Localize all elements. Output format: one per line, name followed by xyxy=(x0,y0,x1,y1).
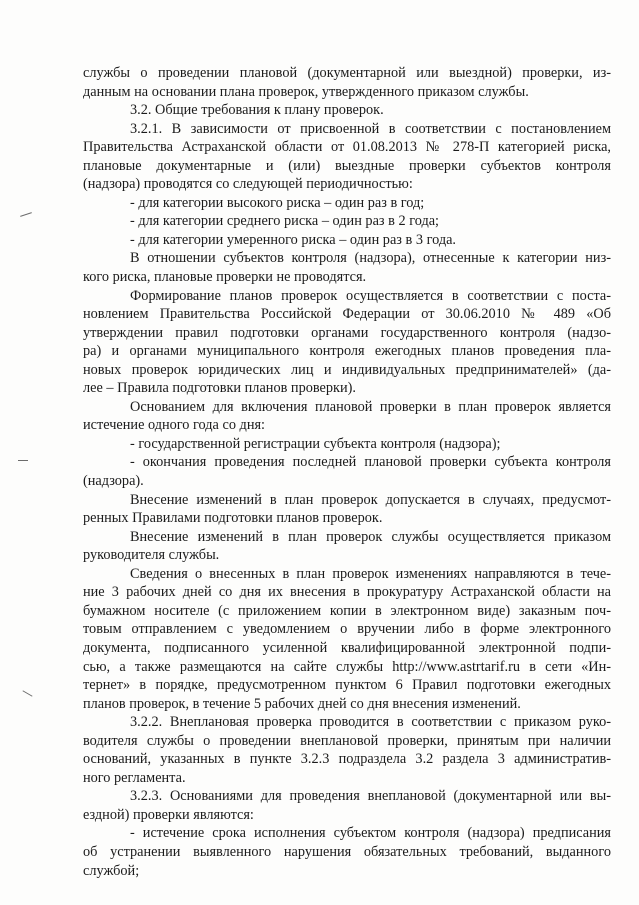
text-line: ездной) проверки являются: xyxy=(83,806,254,823)
margin-mark xyxy=(20,212,32,217)
text-line: водителя службы о проведении внеплановой проверки, принятым при наличии xyxy=(83,732,611,749)
text-line: ра) и органами муниципального контроля ежегодных планов проведения пла- xyxy=(83,343,611,360)
text-line: плановые документарные и (или) выездные проверки субъектов контроля xyxy=(83,157,611,174)
text-line: бумажном носителе (с приложением копии в электронном виде) заказным поч- xyxy=(83,602,611,619)
margin-mark xyxy=(22,690,32,696)
text-line: 3.2.1. В зависимости от присвоенной в соответствии с постановлением xyxy=(130,120,611,137)
text-line: - для категории среднего риска – один раз в 2 года; xyxy=(130,213,440,230)
margin-mark xyxy=(18,460,28,461)
text-line: службой; xyxy=(83,862,140,879)
text-line: сью, а также размещаются на сайте службы http://www.astrtarif.ru в сети «Ин- xyxy=(83,658,611,675)
text-line: товым отправлением с уведомлением о вручении либо в форме электронного xyxy=(83,621,611,638)
text-line: 3.2. Общие требования к плану проверок. xyxy=(130,102,384,119)
text-line: - для категории умеренного риска – один раз в 3 года. xyxy=(130,231,457,248)
text-line: Внесение изменений в план проверок службы осуществляется приказом xyxy=(130,528,611,545)
text-line: - государственной регистрации субъекта контроля (надзора); xyxy=(130,435,501,452)
text-line: ние 3 рабочих дней со дня их внесения в прокуратуру Астраханской области на xyxy=(83,584,611,601)
text-line: новлением Правительства Российской Федерации от 30.06.2010 № 489 «Об xyxy=(83,306,611,323)
text-line: утверждении правил подготовки органами государственного контроля (надзо- xyxy=(83,324,611,341)
text-line: Внесение изменений в план проверок допускается в случаях, предусмот- xyxy=(130,491,611,508)
text-line: новых проверок юридических лиц и индивидуальных предпринимателей» (да- xyxy=(83,361,611,378)
text-line: (надзора) проводятся со следующей периодичностью: xyxy=(83,176,413,193)
text-line: об устранении выявленного нарушения обязательных требований, выданного xyxy=(83,843,611,860)
text-line: - истечение срока исполнения субъектом контроля (надзора) предписания xyxy=(130,825,611,842)
text-line: лее – Правила подготовки планов проверки). xyxy=(83,380,356,397)
document-body xyxy=(83,64,611,880)
text-line: кого риска, плановые проверки не проводятся. xyxy=(83,269,367,286)
text-line: 3.2.3. Основаниями для проведения внеплановой (документарной или вы- xyxy=(130,788,611,805)
text-line: Сведения о внесенных в план проверок изменениях направляются в тече- xyxy=(130,565,611,582)
text-line: Формирование планов проверок осуществляется в соответствии с поста- xyxy=(130,287,611,304)
text-line: Правительства Астраханской области от 01.08.2013 № 278-П категорией риска, xyxy=(83,139,611,156)
text-line: документа, подписанного усиленной квалифицированной электронной подпи- xyxy=(83,639,611,656)
text-line: истечение одного года со дня: xyxy=(83,417,266,434)
text-line: - окончания проведения последней плановой проверки субъекта контроля xyxy=(130,454,611,471)
text-line: данным на основании плана проверок, утвержденного приказом службы. xyxy=(83,83,529,100)
text-line: руководителя службы. xyxy=(83,547,220,564)
text-line: 3.2.2. Внеплановая проверка проводится в соответствии с приказом руко- xyxy=(130,714,611,731)
text-line: планов проверок, в течение 5 рабочих дней со дня внесения изменений. xyxy=(83,695,521,712)
text-line: тернет» в порядке, предусмотренном пунктом 6 Правил подготовки ежегодных xyxy=(83,677,611,694)
text-line: ренных Правилами подготовки планов проверок. xyxy=(83,510,383,527)
text-line: ного регламента. xyxy=(83,769,186,786)
text-line: Основанием для включения плановой проверки в план проверок является xyxy=(130,398,611,415)
text-line: В отношении субъектов контроля (надзора), отнесенные к категории низ- xyxy=(130,250,611,267)
text-line: - для категории высокого риска – один раз в год; xyxy=(130,194,425,211)
text-line: оснований, указанных в пункте 3.2.3 подраздела 3.2 раздела 3 административ- xyxy=(83,751,611,768)
text-line: службы о проведении плановой (документарной или выездной) проверки, из- xyxy=(83,65,611,81)
text-line: (надзора). xyxy=(83,473,144,490)
